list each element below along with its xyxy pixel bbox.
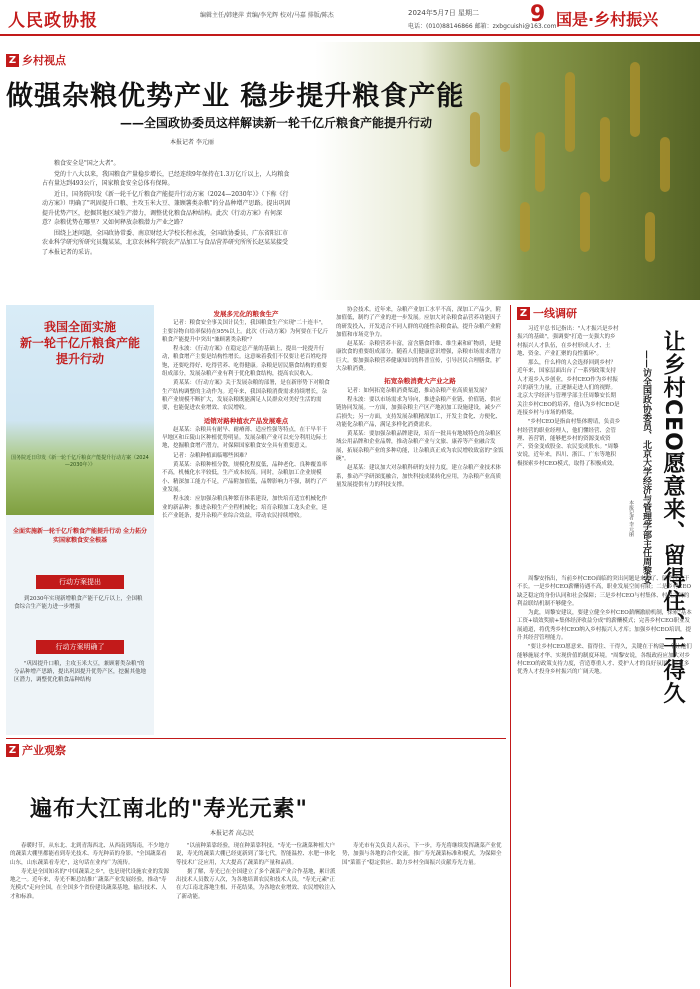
paragraph: "乡村CEO是指由村集体聘请，负责乡村经营的职业经理人，他们懂经营、会管理、善营销，能够把乡村的资源变成资产、资金变成股金、农民变成股东。"周黎安说，近年来，四川、浙江、广东等地积极探索乡村CEO模式，取得了积极成效。 [517, 419, 621, 467]
promo-title-line: 提升行动 [55, 352, 104, 366]
masthead [0, 0, 700, 36]
article-column-3 [336, 306, 504, 734]
paragraph: 黄某某：《行动方案》关于发展杂粮的部署，是在新形势下对粮食生产结构调整的主动作为。近年来，我国杂粮消费需求持续增长，杂粮产业规模不断扩大，发展杂粮既能满足人民群众对美好生活的需要，也能促进农业增效、农民增收。 [162, 380, 330, 412]
paragraph: 记者：如何拓宽杂粮消费渠道，推动杂粮产业高质量发展？ [347, 387, 491, 394]
box2-heading: 行动方案明确了 [36, 640, 124, 654]
observation-tag-label: 产业观察 [22, 744, 66, 757]
frontline-headline: 让乡村CEO愿意来、留得住、干得久 [660, 330, 685, 705]
paragraph: 习近平总书记指出："人才振兴是乡村振兴的基础"，强调要"打造一支强大的乡村振兴人才队伍，在乡村形成人才、土地、资金、产业汇聚的良性循环"。 [517, 326, 619, 357]
box1-heading: 行动方案提出 [36, 575, 124, 589]
column-subheading: 适销对路种植农产品发展难点 [203, 416, 289, 425]
page-number: 9 [530, 2, 546, 27]
paragraph: 寿光市有关负责人表示，下一步，寿光将继续发挥蔬菜产业优势，加强与各地的合作交流，推广寿光蔬菜标准和模式，为保障全国"菜篮子"稳定供应、助力乡村全面振兴贡献寿光力量。 [342, 843, 502, 866]
lead-subheadline: ——全国政协委员这样解读新一轮千亿斤粮食产能提升行动 [120, 116, 433, 130]
lead-tag [6, 52, 66, 68]
issue-date: 2024年5月7日 星期二 [408, 9, 479, 17]
box2-text: "巩固提升口粮，主攻玉米大豆，兼顾薯类杂粮"的分品种增产思路，提出巩固提升优势产区，挖掘其他地区潜力，调整优化粮食品种结构 [14, 661, 147, 683]
intro-paragraph: 粮食安全是"国之大者"。 [54, 160, 120, 167]
z-icon: Z [6, 54, 19, 67]
promo-title-line: 我国全面实施 [43, 320, 116, 334]
paragraph: 周黎安指出，当前乡村CEO面临的突出问题是来不了、留不住、干不长。一是乡村CEO薪酬待遇不高，职业发展空间有限；二是乡村CEO缺乏稳定的身份认同和社会保障；三是乡村CEO与村集体、村民之间的利益联结机制不够健全。 [517, 576, 691, 607]
promo-sidebar [6, 305, 154, 735]
paragraph: "要让乡村CEO愿意来、留得住、干得久，关键在于构建一个让他们能够施展才华、实现价值的制度环境。"周黎安说，各级政府应加大对乡村CEO的政策支持力度，营造尊重人才、爱护人才的良好氛围，让更多优秀人才投身乡村振兴的广阔天地。 [517, 644, 692, 676]
paragraph: 记者：杂粮种植面临哪些困难？ [173, 452, 251, 459]
intro-paragraph: 围绕上述问题，全国政协常委、南京财经大学校长程永波，全国政协委员、广东省阳江市农业科学研究所研究员魏某某，北京农林科学院农产品加工与食品营养研究所所长赵某某接受了本报记者的采访。 [42, 229, 289, 256]
paragraph: 赵某某：杂粮具有耐旱、耐瘠薄、适应性强等特点，在干旱半干旱地区和丘陵山区种植优势明显。发展杂粮产业可以充分利用边际土地，挖掘粮食增产潜力，对保障国家粮食安全具有重要意义。 [162, 426, 328, 450]
frontline-column-b [517, 575, 693, 985]
section-title: 国是·乡村振兴 [556, 10, 659, 29]
section-divider [6, 738, 506, 739]
paragraph: 寿光是全国知名的"中国蔬菜之乡"，也是现代设施农业的发源地之一。近年来，寿光不断总结推广蔬菜产业发展经验，推动"寿光模式"走向全国，在全国多个省份建设蔬菜基地，输出技术、人才和标准。 [10, 868, 170, 900]
column-subheading: 发展多元化的粮食生产 [213, 310, 279, 318]
frontline-column-a [517, 325, 621, 570]
observation-column-1 [10, 842, 170, 985]
observation-tag [6, 742, 66, 758]
paragraph: 协会技术。近年来，杂粮产业加工水平不高，深加工产品少，附加值低，制约了产业的进一步发展。应加大对杂粮食品营养功能因子的研发投入，开发适合不同人群的功能性杂粮食品，提升杂粮产业附加值和市场竞争力。 [336, 307, 502, 338]
promo-caption: 国务院近日印发《新一轮千亿斤粮食产能提升行动方案（2024—2030年）》 [11, 455, 149, 468]
promo-title-line: 新一轮千亿斤粮食产能 [19, 336, 140, 350]
frontline-reporter: 本报记者 李元丽 [628, 500, 634, 537]
lead-headline: 做强杂粮优势产业 稳步提升粮食产能 [6, 81, 465, 112]
column-divider [510, 305, 511, 987]
contact-line: 电话：(010)88146866 邮箱：zxbgcuishi@163.com [408, 23, 557, 30]
paragraph: 据了解，寿光已在全国建立了多个蔬菜产业合作基地，累计派出技术人员数万人次，为各地培训农民和技术人员，"寿光元素"正在大江南北落地生根、开花结果，为各地农业增效、农民增收注入了新动能。 [176, 868, 336, 900]
lead-reporter: 本报记者 李元丽 [170, 139, 214, 146]
frontline-tag [517, 305, 577, 321]
observation-column-3 [342, 842, 504, 985]
paragraph: 赵某某：建议加大对杂粮科研的支持力度，建立杂粮产业技术体系，推动产学研深度融合，加快科技成果转化应用，为杂粮产业高质量发展提供有力的科技支撑。 [336, 465, 502, 488]
intro-paragraph: 近日，国务院印发《新一轮千亿斤粮食产能提升行动方案（2024—2030年）》（下称《行动方案》）明确了"巩固提升口粮、主攻玉米大豆、兼顾薯类杂粮"的分品种增产思路。提出巩固提升优势产区，挖掘其他区域生产潜力，调整优化粮食品种结构。此次《行动方案》有何深意？杂粮优势在哪里？又如何释放杂粮潜力产业之路？ [42, 190, 291, 226]
paragraph: 赵某某：杂粮营养丰富，富含膳食纤维、维生素和矿物质，是健康饮食的重要组成部分。随着人们健康意识增强，杂粮市场需求潜力巨大。要加强杂粮营养健康知识的科普宣传，引导居民合理膳食，扩大杂粮消费。 [336, 341, 502, 373]
paragraph: 为此，周黎安建议，要建立健全乡村CEO薪酬激励机制，探索"基本工资+绩效奖励+集体经济收益分成"的薪酬模式；完善乡村CEO职业发展通道，将优秀乡村CEO纳入乡村振兴人才库；加强乡村CEO培训，提升其经营管理能力。 [517, 610, 692, 642]
paragraph: 程永波：应加强杂粮良种繁育体系建设，加快培育适宜机械化作业的新品种；推进杂粮生产全程机械化；培育杂粮加工龙头企业，延长产业链条，提升杂粮产业综合效益，带动农民持续增收。 [162, 496, 328, 519]
z-icon: Z [517, 307, 530, 320]
paragraph: 黄某某：要加强杂粮品牌建设，培育一批具有地域特色的杂粮区域公用品牌和企业品牌，推动杂粮产业与文旅、康养等产业融合发展，拓展杂粮产业的多种功能，让杂粮真正成为农民增收致富的"金饭碗"。 [336, 431, 504, 463]
box1-text: 到2030年实现新增粮食产能千亿斤以上，全国粮食综合生产能力进一步增强 [14, 596, 143, 610]
paragraph: 程永波：《行动方案》在稳定总产量的基础上，提出一轮提升行动，粮食增产主要是结构性增长。这意味着我们不仅要让老百姓吃得饱，还要吃得好、吃得营养、吃得健康。杂粮是居民膳食结构的重要组成部分，发展杂粮产业有利于优化粮食结构，提高农民收入。 [162, 346, 328, 378]
editors-line: 编辑主任/韩建萍 责编/李光辉 校对/马嘉 排版/陈杰 [200, 12, 334, 19]
frontline-subheadline: ——访全国政协委员、北京大学经济与管理学部主任周黎安 [641, 350, 651, 584]
observation-headline: 遍布大江南北的"寿光元素" [30, 796, 308, 822]
intro-paragraph: 党的十八大以来，我国粮食产量稳步增长，已经连续9年保持在1.3万亿斤以上，人均粮食占有量达到493公斤，国家粮食安全总体有保障。 [42, 170, 290, 187]
paragraph: "以前种菜靠经验，现在种菜靠科技。"寿光一位蔬菜种植大户说，寿光的蔬菜大棚已经更新到了第七代，智能温控、水肥一体化等技术广泛应用，大大提高了蔬菜的产量和品质。 [176, 843, 336, 866]
paragraph: 黄某某：杂粮种植分散，规模化程度低，品种老化、良种覆盖率不高，机械化水平较低，生产成本较高。同时，杂粮加工企业规模小、精深加工能力不足，产品附加值低，品牌影响力不强，制约了产业发展。 [162, 462, 328, 493]
lead-intro [42, 159, 292, 258]
paragraph: 那么，什么样的人会选择回到乡村？近年来，国家层面出台了一系列政策支持人才返乡入乡创业，乡村CEO作为乡村振兴的新生力量，正逐渐走进人们的视野。北京大学经济与管理学部主任周黎安长期关注乡村CEO的培养，他认为乡村CEO是连接乡村与市场的桥梁。 [517, 360, 620, 416]
column-subheading: 拓宽杂粮消费大产业之路 [384, 377, 456, 386]
promo-image [6, 305, 154, 515]
frontline-tag-label: 一线调研 [533, 307, 577, 320]
paragraph: 春暖时节，从东北、北到青海西北、从西南到海南，不少地方的蔬菜大棚里都能看到寿光技术、寿光种苗的身影。"全国蔬菜看山东，山东蔬菜看寿光"，这句话在业内广为流传。 [10, 843, 170, 866]
newspaper-logo: 人民政协报 [8, 11, 98, 31]
observation-reporter: 本报记者 高志民 [210, 830, 254, 837]
promo-banner: 全面实施新一轮千亿斤粮食产能提升行动 全力拓分实国家粮食安全根基 [12, 528, 148, 544]
promo-title [6, 319, 154, 367]
lead-tag-label: 乡村视点 [22, 54, 66, 67]
z-icon: Z [6, 744, 19, 757]
paragraph: 程永波：要以市场需求为导向，推进杂粮产业链、价值链、供应链协同发展。一方面，加强杂粮主产区产地初加工设施建设，减少产后损失；另一方面，支持发展杂粮精深加工，开发主食化、方便化、功能化杂粮产品，满足多样化消费需求。 [336, 396, 502, 428]
observation-column-2 [176, 842, 336, 985]
article-column-2 [162, 306, 330, 734]
paragraph: 记者：粮食安全事关国计民生，我国粮食生产实现"二十连丰"，主要谷物自给率保持在95%以上。此次《行动方案》为何要在千亿斤粮食产能提升中突出"兼顾薯类杂粮"？ [162, 320, 329, 343]
